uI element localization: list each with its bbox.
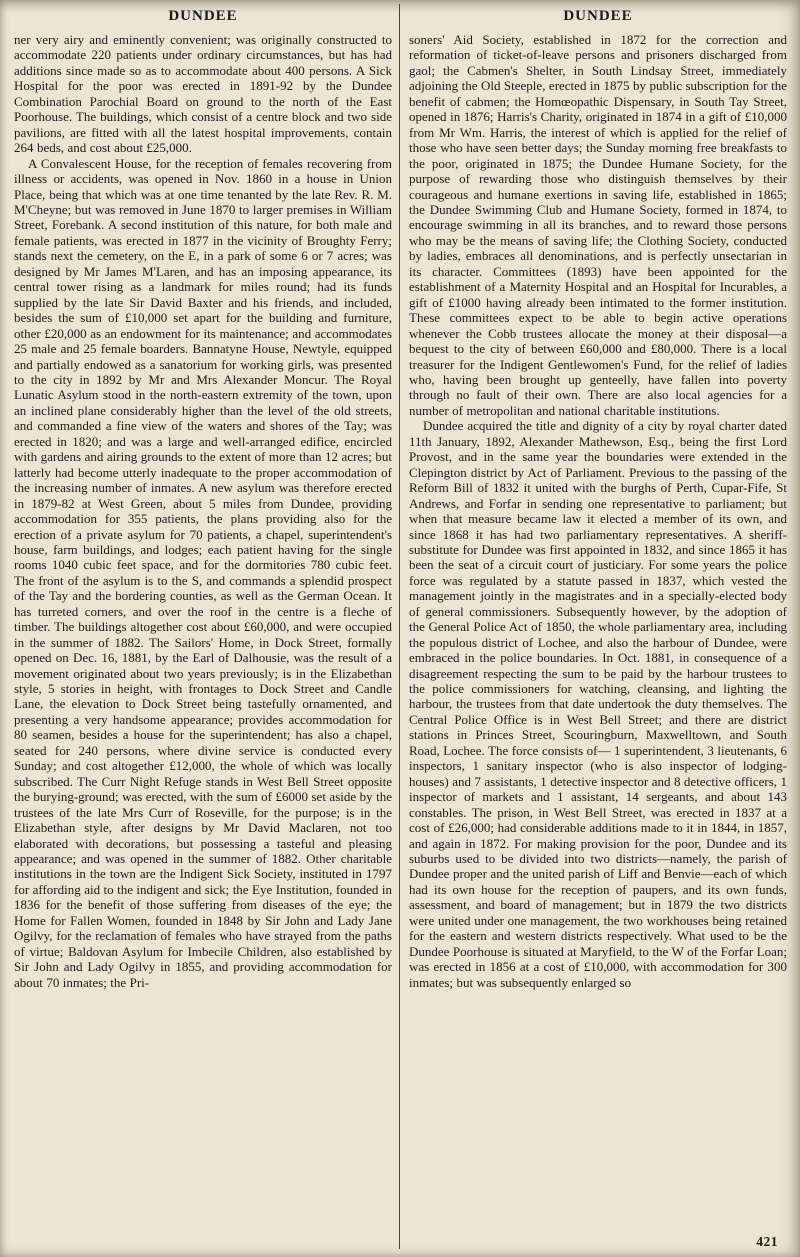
left-column bbox=[14, 6, 392, 990]
paragraph: soners' Aid Society, established in 1872 for the correction and reformation of ticket-of-leave persons and prisoners discharged from gaol; the Cabmen's Shelter, in South Lindsay Street, immediately adjoining the Old Steeple, erected in 1875 by public subscription for the benefit of cabmen; the Homœopathic Dispensary, in South Tay Street, opened in 1876; Harris's Charity, originated in 1874 in a gift of £10,000 from Mr Wm. Harris, the interest of which is applied for the relief of those who have seen better days; the Sunday morning free breakfasts to the poor, originated in 1875; the Dundee Humane Society, for the purpose of rewarding those who distinguish themselves by their courageous and humane exertions in saving life, established in 1865; the Dundee Swimming Club and Humane Society, formed in 1874, to encourage swimming in all its branches, and to reward those persons who may be the means of saving life; the Clothing Society, conducted by ladies, embraces all denominations, and is perfectly unsectarian in its character. Committees (1893) have been appointed for the establishment of a Maternity Hospital and an Hospital for Incurables, a gift of £1000 having already been intimated to the former institution. These committees expect to be able to begin active operations whenever the Cobb trustees allocate the money at their disposal—a bequest to the city of between £60,000 and £80,000. There is a local treasurer for the Indigent Gentlewomen's Fund, for the relief of ladies who, having been brought up genteelly, have fallen into poverty through no fault of their own. There are also local agencies for a number of metropolitan and national charitable institutions. bbox=[409, 32, 787, 418]
left-column-header: DUNDEE bbox=[168, 8, 238, 24]
page-number: 421 bbox=[756, 1234, 778, 1249]
column-divider-rule bbox=[399, 4, 400, 1249]
right-column-text bbox=[409, 32, 787, 990]
paragraph: Dundee acquired the title and dignity of a city by royal charter dated 11th January, 1892, Alexander Mathewson, Esq., being the first Lord Provost, and in the same year the boundaries were extended in the Clepington district by Act of Parliament. Previous to the passing of the Reform Bill of 1832 it united with the burghs of Perth, Cupar-Fife, St Andrews, and Forfar in sending one representative to parliament; but when that measure became law it elected a member of its own, and since 1868 it has had two parliamentary representatives. A sheriff-substitute for Dundee was first appointed in 1832, and since 1865 it has been the seat of a circuit court of justiciary. For some years the police force was regulated by a statute passed in 1837, which vested the management jointly in the magistrates and in a specially-elected body of general commissioners. Subsequently however, by the adoption of the General Police Act of 1850, the whole parliamentary area, including the populous district of Lochee, and also the harbour of Dundee, were embraced in the police boundaries. In Oct. 1881, in consequence of a disagreement respecting the sum to be paid by the harbour trustees to the police commissioners for watching, cleansing, and lighting the harbour, the trustees from that date undertook the duty themselves. The Central Police Office is in West Bell Street; and there are district stations in Princes Street, Scouringburn, Maxwelltown, and South Road, Lochee. The force consists of— 1 superintendent, 3 lieutenants, 6 inspectors, 1 sanitary inspector (who is also inspector of lodging-houses) and 7 assistants, 1 detective inspector and 8 detective officers, 1 inspector of markets and 1 assistant, 14 sergeants, and about 143 constables. The prison, in West Bell Street, was erected in 1837 at a cost of £26,000; had considerable additions made to it in 1844, in 1857, and again in 1872. For making provision for the poor, Dundee and its suburbs used to be divided into two districts—namely, the parish of Dundee proper and the united parish of Liff and Benvie—each of which had its own house for the reception of paupers, and its own funds, assessment, and board of management; but in 1879 the two districts were united under one management, the two workhouses being retained for the eastern and western districts respectively. What used to be the Dundee Poorhouse is situated at Maryfield, to the W of the Forfar Loan; was erected in 1856 at a cost of £10,000, with accommodation for 300 inmates; but was subsequently enlarged so bbox=[409, 418, 787, 990]
right-column-header: DUNDEE bbox=[563, 8, 633, 24]
left-column-text bbox=[14, 32, 392, 990]
paragraph: ner very airy and eminently convenient; was originally constructed to accommodate 220 patients under ordinary circumstances, but has had additions since made so as to accommodate about 400 persons. A Sick Hospital for the poor was erected in 1891-92 by the Dundee Combination Parochial Board on ground to the north of the East Poorhouse. The buildings, which consist of a centre block and two side pavilions, are fitted with all the latest hospital improvements, contain 264 beds, and cost about £25,000. bbox=[14, 32, 392, 156]
right-column bbox=[409, 6, 787, 990]
paragraph: A Convalescent House, for the reception of females recovering from illness or accidents, was opened in Nov. 1860 in a house in Union Place, being that which was at one time tenanted by the late Rev. R. M. M'Cheyne; but was removed in June 1870 to larger premises in William Street, Forebank. A second institution of this nature, for both male and female patients, was erected in 1877 in the vicinity of Broughty Ferry; stands next the cemetery, on the E, in a park of some 6 or 7 acres; was designed by Mr James M'Laren, and has an imposing appearance, its central tower rising as a landmark for miles round; had its funds supplied by the late Sir David Baxter and his friends, and included, besides the sum of £10,000 set apart for the building and furniture, other £20,000 as an endowment for its maintenance; and accommodates 25 male and 25 female boarders. Bannatyne House, Newtyle, equipped and partially endowed as a sanatorium for working girls, was presented to the city in 1892 by Mr and Mrs Alexander Moncur. The Royal Lunatic Asylum stood in the north-eastern extremity of the town, upon an inclined plane considerably higher than the level of the old streets, and commanded a fine view of the waters and shores of the Tay; was erected in 1820; and was a large and well-arranged edifice, encircled with gardens and airing grounds to the extent of more than 12 acres; but latterly had become utterly inadequate to the proper accommodation of the increasing number of inmates. A new asylum was therefore erected in 1879-82 at West Green, about 5 miles from Dundee, providing accommodation for 355 patients, the plans providing also for the erection of a private asylum for 70 patients, a chapel, superintendent's house, farm buildings, and lodges; each patient having for the single rooms 1040 cubic feet space, and for the dormitories 780 cubic feet. The front of the asylum is to the S, and commands a splendid prospect of the Tay and the bordering counties, as well as the German Ocean. It has turreted corners, and over the roof in the centre is a fleche of timber. The buildings altogether cost about £60,000, and were occupied in the summer of 1882. The Sailors' Home, in Dock Street, formally opened on Dec. 16, 1881, by the Earl of Dalhousie, was the result of a movement originated about two years previously; is in the Elizabethan style, 5 stories in height, with frontages to Dock Street and Candle Lane, the elevation to Dock Street being tastefully ornamented, and presenting a very handsome appearance; provides accommodation for 80 seamen, besides a house for the superintendent; has also a chapel, seated for 240 persons, where divine service is conducted every Sunday; and cost altogether £12,000, the whole of which was locally subscribed. The Curr Night Refuge stands in West Bell Street opposite the burying-ground; was erected, with the sum of £6000 set aside by the trustees of the late Mrs Curr of Roseville, for the purpose; is in the Elizabethan style, after designs by Mr David Maclaren, not too elaborated with decorations, but possessing a tasteful and pleasing appearance; and was opened in the summer of 1882. Other charitable institutions in the town are the Indigent Sick Society, instituted in 1797 for affording aid to the indigent and sick; the Eye Institution, founded in 1836 for the benefit of those suffering from diseases of the eye; the Home for Fallen Women, founded in 1848 by Sir John and Lady Jane Ogilvy, for the reclamation of females who have strayed from the paths of virtue; Baldovan Asylum for Imbecile Children, also established by Sir John and Lady Ogilvy in 1855, and providing accommodation for about 70 inmates; the Pri- bbox=[14, 155, 392, 990]
